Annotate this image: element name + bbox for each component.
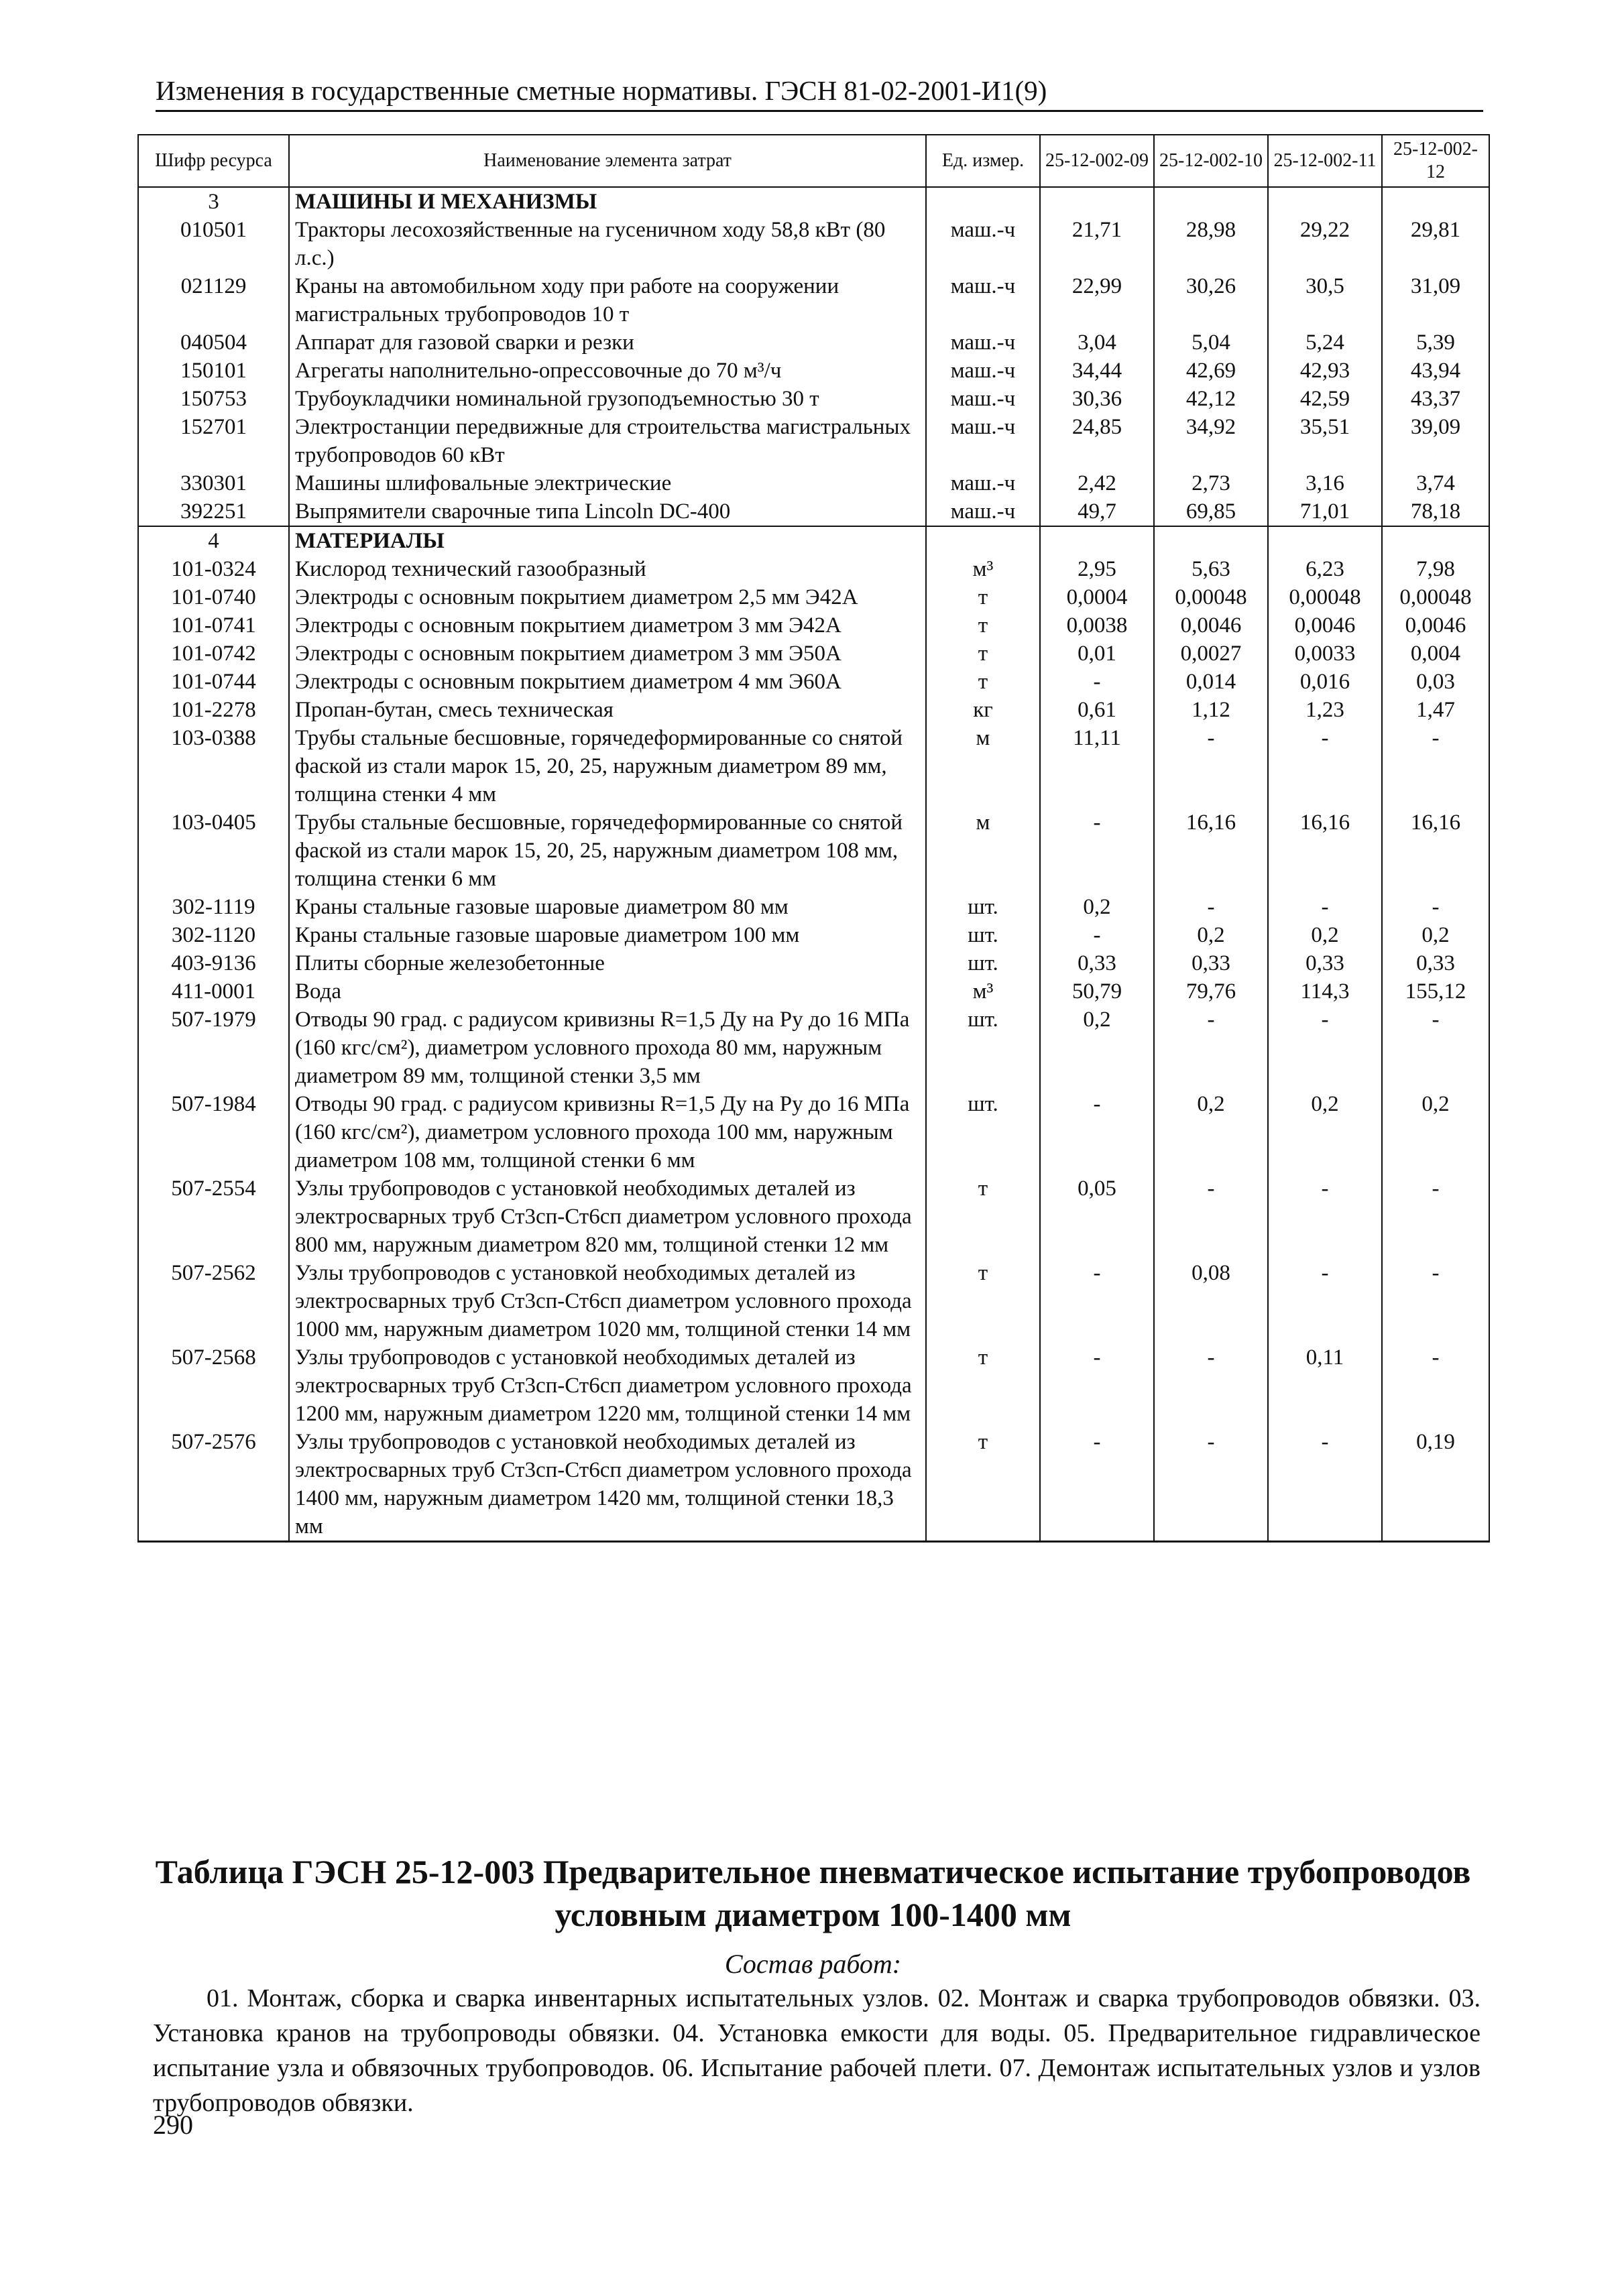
resource-name: Отводы 90 град. с радиусом кривизны R=1,5 Ду на Ру до 16 МПа (160 кгс/см²), диаметром условного прохода 80 мм, наружным диаметром 89 мм, толщиной стенки 3,5 мм xyxy=(289,1006,926,1090)
resource-value: 69,85 xyxy=(1154,497,1268,526)
resource-value: 0,0033 xyxy=(1268,640,1382,668)
resource-value: 5,24 xyxy=(1268,328,1382,357)
column-header-name: Наименование элемента затрат xyxy=(289,135,926,187)
resource-code: 150753 xyxy=(138,385,289,413)
column-header-norm-4: 25-12-002-12 xyxy=(1382,135,1489,187)
section-code: 4 xyxy=(138,526,289,555)
resource-unit: т xyxy=(926,1428,1040,1542)
table-row xyxy=(138,497,1489,526)
resource-value: 28,98 xyxy=(1154,216,1268,272)
resource-value: 0,0046 xyxy=(1154,611,1268,640)
table-row xyxy=(138,1259,1489,1343)
resource-value: 0,016 xyxy=(1268,668,1382,696)
table-row xyxy=(138,216,1489,272)
resource-unit: маш.-ч xyxy=(926,216,1040,272)
table-row xyxy=(138,272,1489,328)
resource-value: 0,0004 xyxy=(1040,583,1154,611)
table-row xyxy=(138,555,1489,583)
resource-value: 42,59 xyxy=(1268,385,1382,413)
resource-value: 3,74 xyxy=(1382,469,1489,497)
empty-cell xyxy=(1382,187,1489,216)
resource-value: 71,01 xyxy=(1268,497,1382,526)
composition-title: Состав работ: xyxy=(724,1949,902,1979)
table-row xyxy=(138,696,1489,724)
resource-code: 040504 xyxy=(138,328,289,357)
resource-name: Узлы трубопроводов с установкой необходимых деталей из электросварных труб Ст3сп-Ст6сп диаметром условного прохода 800 мм, наружным диаметром 820 мм, толщиной стенки 12 мм xyxy=(289,1174,926,1259)
resource-code: 101-0744 xyxy=(138,668,289,696)
resource-code: 507-2576 xyxy=(138,1428,289,1542)
resource-value: 0,2 xyxy=(1382,1090,1489,1174)
resource-name: Кислород технический газообразный xyxy=(289,555,926,583)
table-row xyxy=(138,724,1489,808)
resource-name: Электроды с основным покрытием диаметром 4 мм Э60А xyxy=(289,668,926,696)
resource-value: 0,00048 xyxy=(1382,583,1489,611)
resource-name: Трубоукладчики номинальной грузоподъемностью 30 т xyxy=(289,385,926,413)
resource-value: - xyxy=(1154,1174,1268,1259)
resource-value: - xyxy=(1382,893,1489,921)
resource-value: 30,26 xyxy=(1154,272,1268,328)
resource-name: Узлы трубопроводов с установкой необходимых деталей из электросварных труб Ст3сп-Ст6сп диаметром условного прохода 1200 мм, наружным диаметром 1220 мм, толщиной стенки 14 мм xyxy=(289,1343,926,1428)
resource-name: Плиты сборные железобетонные xyxy=(289,949,926,977)
resource-value: 5,04 xyxy=(1154,328,1268,357)
resource-code: 101-2278 xyxy=(138,696,289,724)
resource-name: Агрегаты наполнительно-опрессовочные до 70 м³/ч xyxy=(289,357,926,385)
resource-unit: кг xyxy=(926,696,1040,724)
resource-value: 0,2 xyxy=(1040,893,1154,921)
resource-value: 0,0038 xyxy=(1040,611,1154,640)
resource-value: 30,36 xyxy=(1040,385,1154,413)
resource-value: 29,81 xyxy=(1382,216,1489,272)
resource-value: - xyxy=(1040,668,1154,696)
resource-value: - xyxy=(1382,1343,1489,1428)
resource-unit: шт. xyxy=(926,893,1040,921)
empty-cell xyxy=(1268,187,1382,216)
resource-name: Машины шлифовальные электрические xyxy=(289,469,926,497)
resource-unit: маш.-ч xyxy=(926,272,1040,328)
empty-cell xyxy=(1268,526,1382,555)
resource-value: - xyxy=(1154,893,1268,921)
resource-unit: м xyxy=(926,724,1040,808)
resource-code: 152701 xyxy=(138,413,289,469)
resource-code: 507-2568 xyxy=(138,1343,289,1428)
resource-name: Аппарат для газовой сварки и резки xyxy=(289,328,926,357)
resource-name: Тракторы лесохозяйственные на гусеничном ходу 58,8 кВт (80 л.с.) xyxy=(289,216,926,272)
resource-name: Электростанции передвижные для строительства магистральных трубопроводов 60 кВт xyxy=(289,413,926,469)
table-title: Таблица ГЭСН 25-12-003 Предварительное пневматическое испытание трубопроводов условным диаметром 100-1400 мм xyxy=(155,1853,1471,1933)
resource-value: 49,7 xyxy=(1040,497,1154,526)
resource-value: - xyxy=(1382,1006,1489,1090)
resource-code: 507-2554 xyxy=(138,1174,289,1259)
resource-value: 43,37 xyxy=(1382,385,1489,413)
resource-value: - xyxy=(1268,1174,1382,1259)
resource-value: 42,93 xyxy=(1268,357,1382,385)
resource-value: 42,12 xyxy=(1154,385,1268,413)
column-header-norm-2: 25-12-002-10 xyxy=(1154,135,1268,187)
resource-name: Краны стальные газовые шаровые диаметром 100 мм xyxy=(289,921,926,949)
resource-value: 0,05 xyxy=(1040,1174,1154,1259)
resource-value: - xyxy=(1040,1090,1154,1174)
resource-name: Вода xyxy=(289,977,926,1006)
resource-value: 0,08 xyxy=(1154,1259,1268,1343)
resource-value: 0,00048 xyxy=(1268,583,1382,611)
resource-value: 39,09 xyxy=(1382,413,1489,469)
resource-value: - xyxy=(1268,1006,1382,1090)
section-code: 3 xyxy=(138,187,289,216)
resource-value: - xyxy=(1268,1259,1382,1343)
resource-value: - xyxy=(1040,808,1154,893)
empty-cell xyxy=(1382,526,1489,555)
resource-value: - xyxy=(1268,1428,1382,1542)
resource-value: 2,73 xyxy=(1154,469,1268,497)
resource-name: Краны на автомобильном ходу при работе на сооружении магистральных трубопроводов 10 т xyxy=(289,272,926,328)
resource-name: Электроды с основным покрытием диаметром 2,5 мм Э42А xyxy=(289,583,926,611)
resource-unit: шт. xyxy=(926,1006,1040,1090)
column-header-norm-3: 25-12-002-11 xyxy=(1268,135,1382,187)
resource-code: 302-1120 xyxy=(138,921,289,949)
resource-code: 101-0741 xyxy=(138,611,289,640)
resource-unit: маш.-ч xyxy=(926,469,1040,497)
resource-value: - xyxy=(1040,921,1154,949)
resource-value: 30,5 xyxy=(1268,272,1382,328)
resource-value: - xyxy=(1040,1428,1154,1542)
resource-value: 0,2 xyxy=(1268,921,1382,949)
resource-code: 392251 xyxy=(138,497,289,526)
resource-name: Выпрямители сварочные типа Lincoln DC-400 xyxy=(289,497,926,526)
resource-value: 0,004 xyxy=(1382,640,1489,668)
resource-value: 7,98 xyxy=(1382,555,1489,583)
running-header: Изменения в государственные сметные нормативы. ГЭСН 81-02-2001-И1(9) xyxy=(156,74,1483,112)
resource-value: - xyxy=(1268,724,1382,808)
resource-value: - xyxy=(1040,1259,1154,1343)
table-row xyxy=(138,469,1489,497)
resource-value: 2,42 xyxy=(1040,469,1154,497)
resource-value: 0,11 xyxy=(1268,1343,1382,1428)
resource-unit: т xyxy=(926,1259,1040,1343)
empty-cell xyxy=(1040,526,1154,555)
empty-cell xyxy=(1040,187,1154,216)
resource-code: 507-2562 xyxy=(138,1259,289,1343)
resource-value: 0,01 xyxy=(1040,640,1154,668)
resource-value: 24,85 xyxy=(1040,413,1154,469)
table-row xyxy=(138,893,1489,921)
resource-value: 0,61 xyxy=(1040,696,1154,724)
resource-unit: т xyxy=(926,583,1040,611)
resource-value: 16,16 xyxy=(1154,808,1268,893)
resource-unit: т xyxy=(926,640,1040,668)
table-row xyxy=(138,583,1489,611)
resource-value: 5,63 xyxy=(1154,555,1268,583)
resource-unit: шт. xyxy=(926,949,1040,977)
resource-unit: т xyxy=(926,1174,1040,1259)
resource-value: - xyxy=(1382,1259,1489,1343)
table-row xyxy=(138,1343,1489,1428)
resource-code: 403-9136 xyxy=(138,949,289,977)
composition-text: 01. Монтаж, сборка и сварка инвентарных испытательных узлов. 02. Монтаж и сварка трубопроводов обвязки. 03. Установка кранов на трубопроводы обвязки. 04. Установка емкости для воды. 05. Предварительное гидравлическое испытание узла и обвязочных трубопроводов. 06. Испытание рабочей плети. 07. Демонтаж испытательных узлов и узлов трубопроводов обвязки. xyxy=(153,1984,1481,2117)
resource-code: 330301 xyxy=(138,469,289,497)
resource-value: 0,2 xyxy=(1154,1090,1268,1174)
page-number: 290 xyxy=(153,2110,193,2140)
resource-table xyxy=(137,134,1490,1543)
resource-value: 155,12 xyxy=(1382,977,1489,1006)
resource-unit: т xyxy=(926,611,1040,640)
resource-unit: м³ xyxy=(926,977,1040,1006)
resource-value: 0,19 xyxy=(1382,1428,1489,1542)
resource-value: 21,71 xyxy=(1040,216,1154,272)
resource-name: Пропан-бутан, смесь техническая xyxy=(289,696,926,724)
resource-value: 34,44 xyxy=(1040,357,1154,385)
resource-value: 78,18 xyxy=(1382,497,1489,526)
resource-value: 0,0027 xyxy=(1154,640,1268,668)
resource-value: 0,2 xyxy=(1040,1006,1154,1090)
resource-value: - xyxy=(1268,893,1382,921)
resource-value: 6,23 xyxy=(1268,555,1382,583)
column-header-norm-1: 25-12-002-09 xyxy=(1040,135,1154,187)
resource-value: 0,0046 xyxy=(1268,611,1382,640)
resource-value: 79,76 xyxy=(1154,977,1268,1006)
resource-name: Трубы стальные бесшовные, горячедеформированные со снятой фаской из стали марок 15, 20, 25, наружным диаметром 89 мм, толщина стенки 4 мм xyxy=(289,724,926,808)
section-title: МАШИНЫ И МЕХАНИЗМЫ xyxy=(289,187,926,216)
resource-value: 16,16 xyxy=(1382,808,1489,893)
table-header-row xyxy=(138,135,1489,187)
resource-value: 0,33 xyxy=(1040,949,1154,977)
resource-value: 114,3 xyxy=(1268,977,1382,1006)
resource-value: 31,09 xyxy=(1382,272,1489,328)
resource-unit: т xyxy=(926,668,1040,696)
resource-unit: маш.-ч xyxy=(926,497,1040,526)
resource-code: 103-0388 xyxy=(138,724,289,808)
column-header-code: Шифр ресурса xyxy=(138,135,289,187)
resource-value: 0,014 xyxy=(1154,668,1268,696)
table-row xyxy=(138,611,1489,640)
resource-code: 101-0740 xyxy=(138,583,289,611)
section-title: МАТЕРИАЛЫ xyxy=(289,526,926,555)
resource-unit: м³ xyxy=(926,555,1040,583)
resource-value: 29,22 xyxy=(1268,216,1382,272)
resource-name: Электроды с основным покрытием диаметром 3 мм Э50А xyxy=(289,640,926,668)
empty-cell xyxy=(1154,526,1268,555)
table-row xyxy=(138,328,1489,357)
table-row xyxy=(138,640,1489,668)
resource-value: - xyxy=(1382,724,1489,808)
resource-name: Краны стальные газовые шаровые диаметром 80 мм xyxy=(289,893,926,921)
table-row xyxy=(138,808,1489,893)
resource-unit: т xyxy=(926,1343,1040,1428)
resource-name: Электроды с основным покрытием диаметром 3 мм Э42А xyxy=(289,611,926,640)
section-row xyxy=(138,187,1489,216)
resource-code: 302-1119 xyxy=(138,893,289,921)
resource-code: 507-1979 xyxy=(138,1006,289,1090)
resource-unit: маш.-ч xyxy=(926,328,1040,357)
resource-code: 010501 xyxy=(138,216,289,272)
resource-unit: м xyxy=(926,808,1040,893)
resource-unit: шт. xyxy=(926,1090,1040,1174)
column-header-unit: Ед. измер. xyxy=(926,135,1040,187)
resource-value: 0,00048 xyxy=(1154,583,1268,611)
resource-value: - xyxy=(1382,1174,1489,1259)
resource-code: 021129 xyxy=(138,272,289,328)
resource-value: 35,51 xyxy=(1268,413,1382,469)
resource-unit: маш.-ч xyxy=(926,385,1040,413)
resource-value: 0,33 xyxy=(1268,949,1382,977)
empty-cell xyxy=(926,526,1040,555)
table-body xyxy=(138,187,1489,1542)
empty-cell xyxy=(1154,187,1268,216)
resource-code: 411-0001 xyxy=(138,977,289,1006)
resource-value: 3,16 xyxy=(1268,469,1382,497)
resource-value: 1,47 xyxy=(1382,696,1489,724)
table-row xyxy=(138,357,1489,385)
resource-unit: маш.-ч xyxy=(926,413,1040,469)
table-row xyxy=(138,1006,1489,1090)
table-row xyxy=(138,1428,1489,1542)
section-row xyxy=(138,526,1489,555)
resource-value: 0,33 xyxy=(1154,949,1268,977)
resource-value: 0,0046 xyxy=(1382,611,1489,640)
resource-value: 0,33 xyxy=(1382,949,1489,977)
table-row xyxy=(138,1174,1489,1259)
resource-unit: маш.-ч xyxy=(926,357,1040,385)
resource-value: 1,12 xyxy=(1154,696,1268,724)
resource-value: 16,16 xyxy=(1268,808,1382,893)
resource-value: 3,04 xyxy=(1040,328,1154,357)
resource-value: - xyxy=(1154,1006,1268,1090)
table-row xyxy=(138,1090,1489,1174)
table-row xyxy=(138,921,1489,949)
resource-name: Трубы стальные бесшовные, горячедеформированные со снятой фаской из стали марок 15, 20, 25, наружным диаметром 108 мм, толщина стенки 6 мм xyxy=(289,808,926,893)
resource-value: - xyxy=(1154,724,1268,808)
resource-value: 0,2 xyxy=(1268,1090,1382,1174)
resource-value: 22,99 xyxy=(1040,272,1154,328)
resource-value: 43,94 xyxy=(1382,357,1489,385)
table-row xyxy=(138,413,1489,469)
table-row xyxy=(138,385,1489,413)
table-row xyxy=(138,668,1489,696)
resource-code: 103-0405 xyxy=(138,808,289,893)
resource-unit: шт. xyxy=(926,921,1040,949)
resource-value: 5,39 xyxy=(1382,328,1489,357)
resource-value: 50,79 xyxy=(1040,977,1154,1006)
resource-code: 150101 xyxy=(138,357,289,385)
table-row xyxy=(138,949,1489,977)
resource-code: 101-0742 xyxy=(138,640,289,668)
resource-value: 11,11 xyxy=(1040,724,1154,808)
resource-value: 0,03 xyxy=(1382,668,1489,696)
resource-value: 1,23 xyxy=(1268,696,1382,724)
resource-value: - xyxy=(1154,1428,1268,1542)
resource-value: 34,92 xyxy=(1154,413,1268,469)
resource-value: 42,69 xyxy=(1154,357,1268,385)
resource-code: 507-1984 xyxy=(138,1090,289,1174)
resource-value: - xyxy=(1040,1343,1154,1428)
resource-value: - xyxy=(1154,1343,1268,1428)
resource-value: 0,2 xyxy=(1154,921,1268,949)
resource-value: 0,2 xyxy=(1382,921,1489,949)
resource-value: 2,95 xyxy=(1040,555,1154,583)
resource-name: Узлы трубопроводов с установкой необходимых деталей из электросварных труб Ст3сп-Ст6сп диаметром условного прохода 1400 мм, наружным диаметром 1420 мм, толщиной стенки 18,3 мм xyxy=(289,1428,926,1542)
resource-name: Отводы 90 град. с радиусом кривизны R=1,5 Ду на Ру до 16 МПа (160 кгс/см²), диаметром условного прохода 100 мм, наружным диаметром 108 мм, толщиной стенки 6 мм xyxy=(289,1090,926,1174)
resource-code: 101-0324 xyxy=(138,555,289,583)
empty-cell xyxy=(926,187,1040,216)
resource-name: Узлы трубопроводов с установкой необходимых деталей из электросварных труб Ст3сп-Ст6сп диаметром условного прохода 1000 мм, наружным диаметром 1020 мм, толщиной стенки 14 мм xyxy=(289,1259,926,1343)
table-row xyxy=(138,977,1489,1006)
